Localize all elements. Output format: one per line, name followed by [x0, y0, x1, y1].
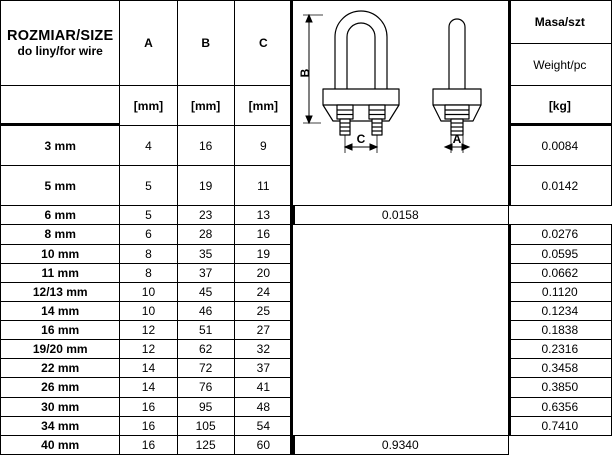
cell-size: 26 mm [1, 378, 120, 397]
cell-c: 48 [234, 397, 292, 416]
cell-c: 37 [234, 359, 292, 378]
header-size-cell [1, 1, 120, 86]
cell-b: 95 [177, 397, 234, 416]
cell-size: 5 mm [1, 166, 120, 206]
cell-size: 6 mm [1, 206, 120, 225]
cell-c: 24 [234, 282, 292, 301]
dimension-label-a: A [452, 132, 462, 146]
drawing-spacer-right [292, 225, 508, 435]
cell-c: 16 [234, 225, 292, 244]
header-unit-b: [mm] [177, 86, 234, 126]
cell-size: 34 mm [1, 416, 120, 435]
cell-mass: 0.9340 [292, 435, 508, 454]
cell-mass: 0.0142 [508, 166, 611, 206]
cell-b: 51 [177, 321, 234, 340]
cell-mass: 0.3850 [508, 378, 611, 397]
cell-a: 12 [120, 321, 177, 340]
dimension-label-c: C [356, 132, 366, 146]
cell-b: 37 [177, 263, 234, 282]
header-unit-c: [mm] [234, 86, 292, 126]
cell-a: 12 [120, 340, 177, 359]
cell-size: 19/20 mm [1, 340, 120, 359]
cell-b: 125 [177, 435, 234, 454]
cell-a: 6 [120, 225, 177, 244]
cell-a: 4 [120, 126, 177, 166]
cell-c: 20 [234, 263, 292, 282]
cell-size: 22 mm [1, 359, 120, 378]
header-mass-unit: [kg] [508, 86, 611, 126]
cell-a: 10 [120, 282, 177, 301]
cell-size: 16 mm [1, 321, 120, 340]
clip-drawing-cell [292, 1, 508, 206]
cell-b: 45 [177, 282, 234, 301]
cell-b: 76 [177, 378, 234, 397]
cell-mass: 0.1838 [508, 321, 611, 340]
cell-mass: 0.0158 [292, 206, 508, 225]
cell-a: 16 [120, 416, 177, 435]
cell-size: 10 mm [1, 244, 120, 263]
cell-a: 8 [120, 244, 177, 263]
cell-c: 11 [234, 166, 292, 206]
cell-size: 40 mm [1, 435, 120, 454]
cell-b: 62 [177, 340, 234, 359]
cell-c: 54 [234, 416, 292, 435]
cell-mass: 0.6356 [508, 397, 611, 416]
table-row [1, 206, 612, 225]
cell-b: 46 [177, 301, 234, 320]
cell-mass: 0.3458 [508, 359, 611, 378]
cell-c: 25 [234, 301, 292, 320]
cell-a: 5 [120, 206, 177, 225]
cell-a: 8 [120, 263, 177, 282]
cell-mass: 0.2316 [508, 340, 611, 359]
header-mass-subtitle: Weight/pc [508, 43, 611, 86]
cell-size: 11 mm [1, 263, 120, 282]
header-size-unit-blank [1, 86, 120, 126]
table-header-row-titles [1, 1, 612, 44]
header-col-c: C [234, 1, 292, 86]
cell-a: 16 [120, 397, 177, 416]
cell-a: 14 [120, 359, 177, 378]
dimension-label-b: B [297, 68, 312, 78]
cell-c: 60 [234, 435, 292, 454]
cell-c: 19 [234, 244, 292, 263]
cell-mass: 0.0662 [508, 263, 611, 282]
cell-b: 72 [177, 359, 234, 378]
header-size-title: ROZMIAR/SIZE [7, 27, 114, 44]
cell-c: 41 [234, 378, 292, 397]
cell-b: 35 [177, 244, 234, 263]
cell-size: 3 mm [1, 126, 120, 166]
cell-c: 27 [234, 321, 292, 340]
cell-size: 8 mm [1, 225, 120, 244]
cell-mass: 0.0595 [508, 244, 611, 263]
cell-a: 10 [120, 301, 177, 320]
cell-b: 28 [177, 225, 234, 244]
cell-a: 16 [120, 435, 177, 454]
cell-b: 23 [177, 206, 234, 225]
header-unit-a: [mm] [120, 86, 177, 126]
cell-mass: 0.1120 [508, 282, 611, 301]
cell-c: 13 [234, 206, 292, 225]
cell-size: 14 mm [1, 301, 120, 320]
cell-mass: 0.1234 [508, 301, 611, 320]
cell-mass: 0.0276 [508, 225, 611, 244]
cell-b: 19 [177, 166, 234, 206]
cell-size: 12/13 mm [1, 282, 120, 301]
cell-mass: 0.0084 [508, 126, 611, 166]
cell-b: 105 [177, 416, 234, 435]
cell-b: 16 [177, 126, 234, 166]
clip-drawing [293, 1, 508, 205]
header-size-subtitle: do liny/for wire [17, 44, 103, 59]
header-mass-title: Masa/szt [508, 1, 611, 44]
cell-size: 30 mm [1, 397, 120, 416]
table-row [1, 225, 612, 244]
cell-a: 5 [120, 166, 177, 206]
cell-c: 32 [234, 340, 292, 359]
header-col-b: B [177, 1, 234, 86]
cell-a: 14 [120, 378, 177, 397]
header-col-a: A [120, 1, 177, 86]
cell-mass: 0.7410 [508, 416, 611, 435]
table-row [1, 435, 612, 454]
wire-rope-clip-diagram-svg [293, 1, 506, 161]
cell-c: 9 [234, 126, 292, 166]
